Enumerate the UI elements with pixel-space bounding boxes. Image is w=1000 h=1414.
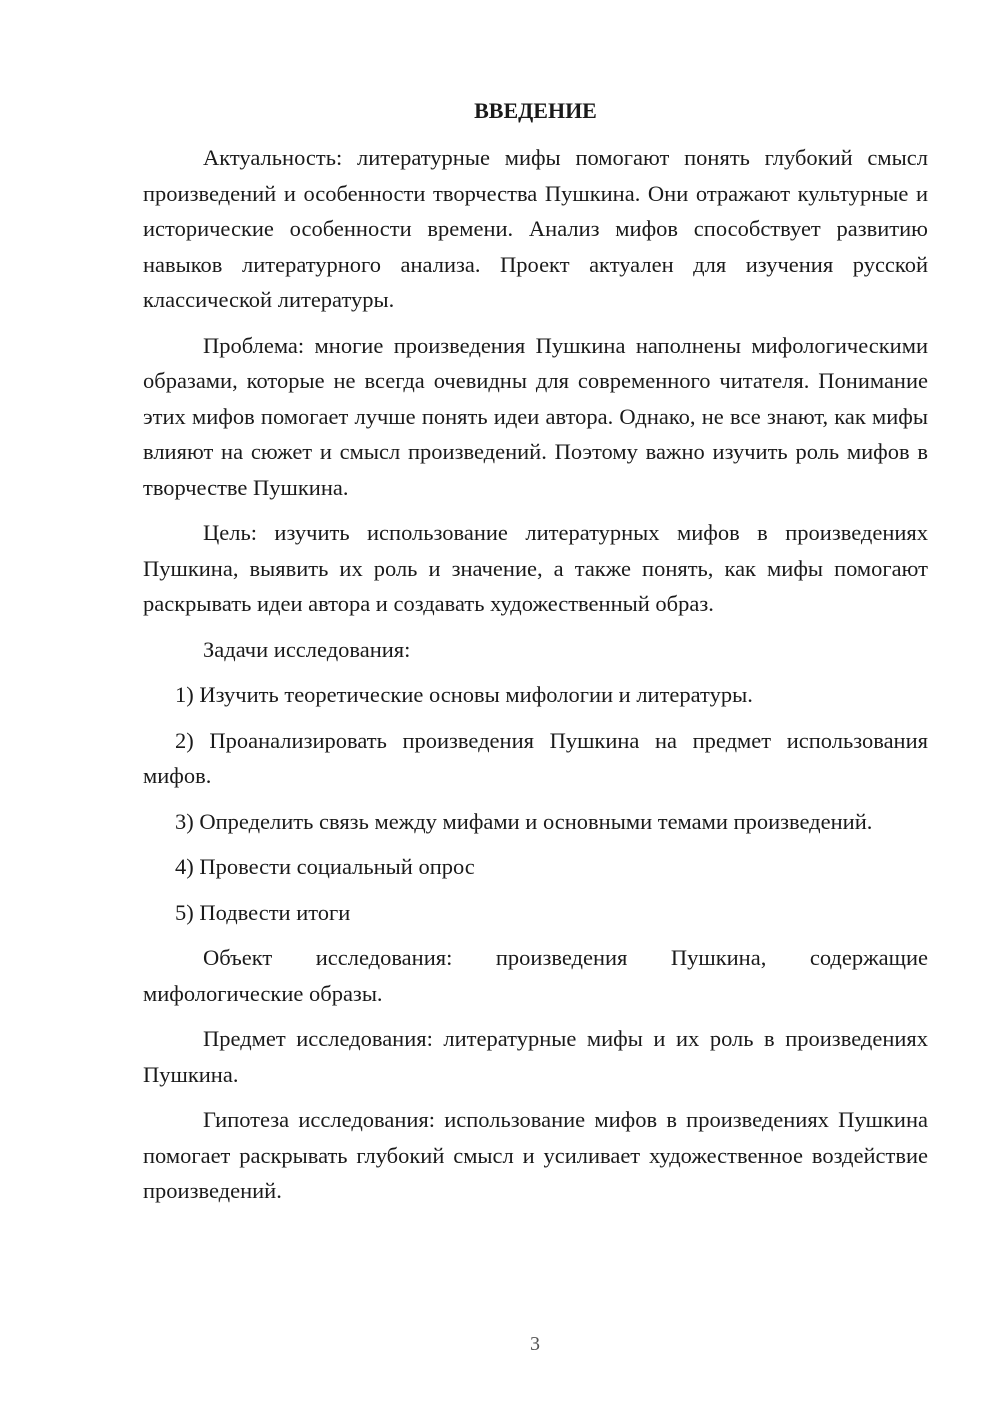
object-paragraph: Объект исследования: произведения Пушкина, содержащие мифологические образы. (143, 945, 928, 1006)
task-item: 3) Определить связь между мифами и основными темами произведений. (175, 808, 873, 834)
task-item: 1) Изучить теоретические основы мифологии и литературы. (175, 682, 753, 707)
relevance-paragraph: Актуальность: литературные мифы помогают понять глубокий смысл произведений и особенности творчества Пушкина. Они отражают культурные и исторические особенности времени. Анализ мифов способствует развитию навыков литературного анализа. Проект актуален для изучения русской классической литературы. (143, 145, 928, 312)
section-heading: ВВЕДЕНИЕ (474, 98, 597, 123)
task-item: 4) Провести социальный опрос (175, 854, 475, 879)
subject-paragraph: Предмет исследования: литературные мифы и их роль в произведениях Пушкина. (143, 1026, 928, 1087)
task-item: 5) Подвести итоги (175, 899, 351, 925)
tasks-intro: Задачи исследования: (203, 636, 411, 662)
problem-paragraph: Проблема: многие произведения Пушкина наполнены мифологическими образами, которые не всегда очевидны для современного читателя. Понимание этих мифов помогает лучше понять идеи автора. Однако, не все знают, как мифы влияют на сюжет и смысл произведений. Поэтому важно изучить роль мифов в творчестве Пушкина. (143, 332, 928, 500)
goal-paragraph: Цель: изучить использование литературных мифов в произведениях Пушкина, выявить их роль и значение, а также понять, как мифы помогают раскрывать идеи автора и создавать художественный образ. (143, 520, 928, 616)
hypothesis-paragraph: Гипотеза исследования: использование мифов в произведениях Пушкина помогает раскрывать глубокий смысл и усиливает художественное воздействие произведений. (143, 1107, 928, 1203)
page-number: 3 (530, 1333, 540, 1355)
document-page (143, 96, 928, 1219)
task-item: 2) Проанализировать произведения Пушкина на предмет использования мифов. (143, 727, 928, 788)
